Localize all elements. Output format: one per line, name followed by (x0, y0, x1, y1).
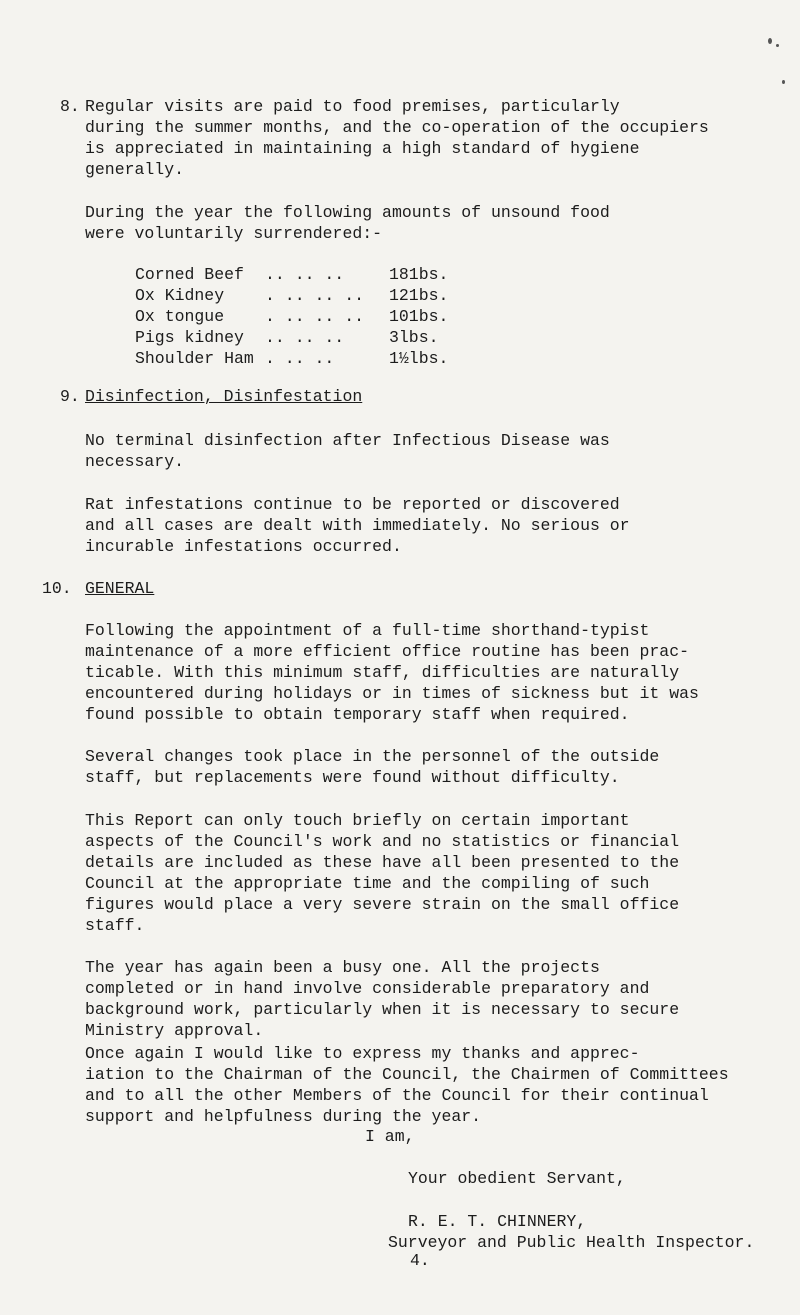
section10-paragraph-3: This Report can only touch briefly on certain important aspects of the Council's work and no statistics or financial details are included as these have all been presented to the Council at the appropriate time and the compiling of such figures would place a very severe strain on the small office staff. (85, 811, 680, 935)
table-row (135, 285, 469, 306)
food-item-amount: 181bs. (389, 265, 449, 284)
section8-paragraph-1: Regular visits are paid to food premises, particularly during the summer months, and the co-operation of the occupiers is appreciated in maintaining a high standard of hygiene generally. (85, 97, 709, 179)
section10-paragraph-2: Several changes took place in the personnel of the outside staff, but replacements were found without difficulty. (85, 747, 660, 787)
section8-paragraph-2: During the year the following amounts of unsound food were voluntarily surrendered:- (85, 203, 610, 243)
page-number: 4. (410, 1251, 430, 1270)
food-item-amount: 121bs. (389, 286, 449, 305)
food-item-name: Shoulder Ham (135, 349, 254, 368)
table-row (135, 264, 469, 285)
section10-paragraph-5: Once again I would like to express my thanks and apprec- iation to the Chairman of the Council, the Chairmen of Committees and to all the other Members of the Council for their continual support and helpfulness during the year. (85, 1044, 729, 1126)
closing-salutation: I am, (365, 1127, 415, 1146)
food-item-amount: 3lbs. (389, 328, 439, 347)
food-item-name: Ox tongue (135, 307, 225, 326)
food-item-amount: 1½lbs. (389, 349, 449, 368)
leader-dots: .. .. .. (265, 328, 345, 347)
food-item-name: Pigs kidney (135, 328, 244, 347)
section-number-8: 8. (60, 97, 80, 116)
section9-paragraph-2: Rat infestations continue to be reported or discovered and all cases are dealt with immediately. No serious or incurable infestations occurred. (85, 495, 630, 556)
section-number-10: 10. (42, 579, 72, 598)
food-item-amount: 101bs. (389, 307, 449, 326)
section9-paragraph-1: No terminal disinfection after Infectious Disease was necessary. (85, 431, 610, 471)
section9-heading: Disinfection, Disinfestation (85, 387, 363, 406)
leader-dots: . .. .. .. (265, 307, 365, 326)
scan-speck (768, 38, 772, 44)
food-item-name: Ox Kidney (135, 286, 225, 305)
leader-dots: .. .. .. (265, 265, 345, 284)
scan-speck (782, 80, 785, 84)
unsound-food-table (135, 264, 469, 369)
leader-dots: . .. .. .. (265, 286, 365, 305)
food-item-name: Corned Beef (135, 265, 244, 284)
section10-paragraph-1: Following the appointment of a full-time shorthand-typist maintenance of a more efficient office routine has been prac- ticable. With this minimum staff, difficulties are naturally encountered during holidays or in times of sickness but it was found possible to obtain temporary staff when required. (85, 621, 699, 724)
leader-dots: . .. .. (265, 349, 335, 368)
signatory-title: Surveyor and Public Health Inspector. (388, 1233, 755, 1252)
closing-valediction: Your obedient Servant, (408, 1169, 626, 1188)
section-number-9: 9. (60, 387, 80, 406)
scan-speck (776, 44, 779, 47)
section10-paragraph-4: The year has again been a busy one. All the projects completed or in hand involve considerable preparatory and background work, particularly when it is necessary to secure Ministry approval. (85, 958, 680, 1040)
section10-heading: GENERAL (85, 579, 155, 598)
table-row (135, 327, 469, 348)
table-row (135, 306, 469, 327)
table-row (135, 348, 469, 369)
signatory-name: R. E. T. CHINNERY, (408, 1212, 587, 1231)
